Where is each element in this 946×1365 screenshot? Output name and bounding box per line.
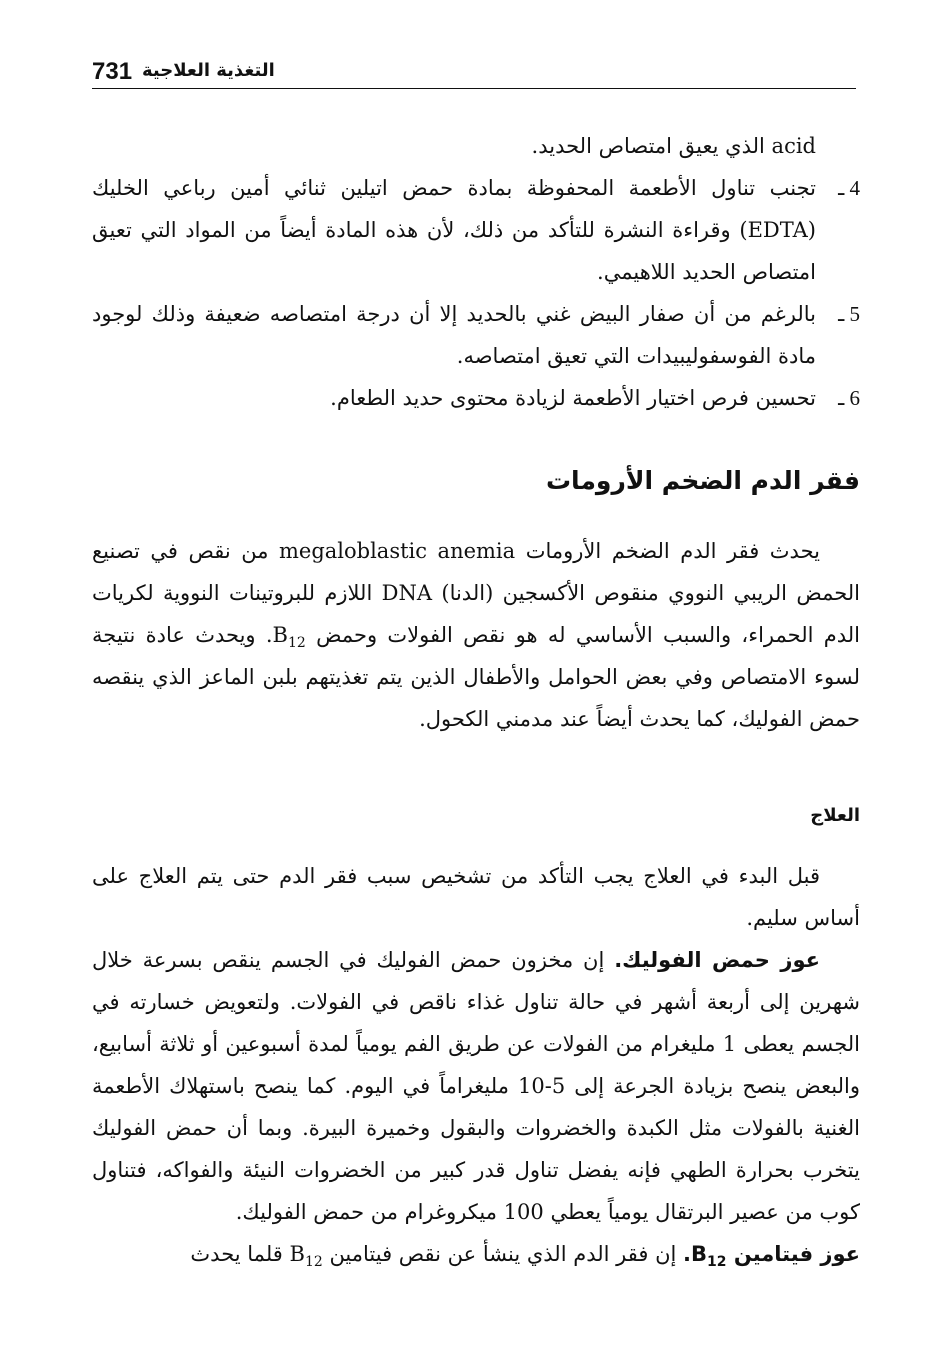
- list-item-number: 6 ـ: [838, 386, 860, 410]
- page-number: 731: [92, 58, 133, 85]
- folic-paragraph: عوز حمض الفوليك. إن مخزون حمض الفوليك في الجسم ينقص بسرعة خلال شهرين إلى أربعة أشهر في حالة تناول غذاء ناقص في الفولات. ولتعويض خسارته في الجسم يعطى 1 مليغرام من الفولات عن طريق الفم يومياً لمدة أسبوعين أو ثلاثة أسابيع، والبعض ينصح بزيادة الجرعة إلى 5-10 مليغراماً في اليوم. كما ينصح باستهلاك الأطعمة الغنية بالفولات مثل الكبدة والخضروات والبقول وخميرة البيرة. وبما أن حمض الفوليك يتخرب بحرارة الطهي فإنه يفضل تناول قدر كبير من الخضروات النيئة والفواكه، فتناول كوب من عصير البرتقال يومياً يعطي 100 ميكروغرام من حمض الفوليك.: [92, 948, 860, 1224]
- list-item-text: بالرغم من أن صفار البيض غني بالحديد إلا أن درجة امتصاصه ضعيفة وذلك لوجود مادة الفوسفوليبيدات التي تعيق امتصاصه.: [92, 302, 816, 368]
- list-block: [92, 125, 860, 419]
- intro-paragraph-block: [92, 530, 860, 740]
- b12-lead: عوز فيتامين $B_{12}$.: [683, 1242, 860, 1271]
- treatment-heading-block: [92, 805, 860, 826]
- list-item-number: 4 ـ: [838, 176, 860, 200]
- running-header: [92, 54, 856, 89]
- intro-paragraph: يحدث فقر الدم الضخم الأرومات megaloblastic anemia من نقص في تصنيع الحمض الريبي النووي منقوص الأكسجين (الدنا) DNA اللازم للبروتينات النووية لكريات الدم الحمراء، والسبب الأساسي له هو نقص الفولات وحمض $B_{12}$. ويحدث عادة نتيجة لسوء الامتصاص وفي بعض الحوامل والأطفال الذين يتم تغذيتهم بلبن الماعز الذي ينقصه حمض الفوليك، كما يحدث أيضاً عند مدمني الكحول.: [92, 539, 860, 731]
- treatment-block: [92, 855, 860, 1275]
- treatment-paragraph: قبل البدء في العلاج يجب التأكد من تشخيص سبب فقر الدم حتى يتم العلاج على أساس سليم.: [92, 864, 860, 930]
- list-continuation: acid الذي يعيق امتصاص الحديد.: [531, 134, 816, 158]
- chapter-title: التغذية العلاجية: [142, 60, 275, 81]
- list-item: [92, 167, 860, 293]
- list-item-text: تحسين فرص اختيار الأطعمة لزيادة محتوى حديد الطعام.: [330, 386, 816, 410]
- section-megaloblastic: [92, 466, 860, 495]
- list-item: [92, 377, 860, 419]
- list-item-number: 5 ـ: [838, 302, 860, 326]
- folic-lead: عوز حمض الفوليك.: [614, 948, 820, 972]
- section-heading: فقر الدم الضخم الأرومات: [545, 466, 860, 495]
- list-item-text: تجنب تناول الأطعمة المحفوظة بمادة حمض اتيلين ثنائي أمين رباعي الخليك (EDTA) وقراءة النشرة للتأكد من ذلك، لأن هذه المادة أيضاً من المواد التي تعيق امتصاص الحديد اللاهيمي.: [92, 176, 816, 284]
- b12-paragraph: عوز فيتامين $B_{12}$. إن فقر الدم الذي ينشأ عن نقص فيتامين $B_{12}$ قلما يحدث: [190, 1242, 860, 1271]
- list-item: [92, 293, 860, 377]
- treatment-heading: العلاج: [810, 805, 860, 826]
